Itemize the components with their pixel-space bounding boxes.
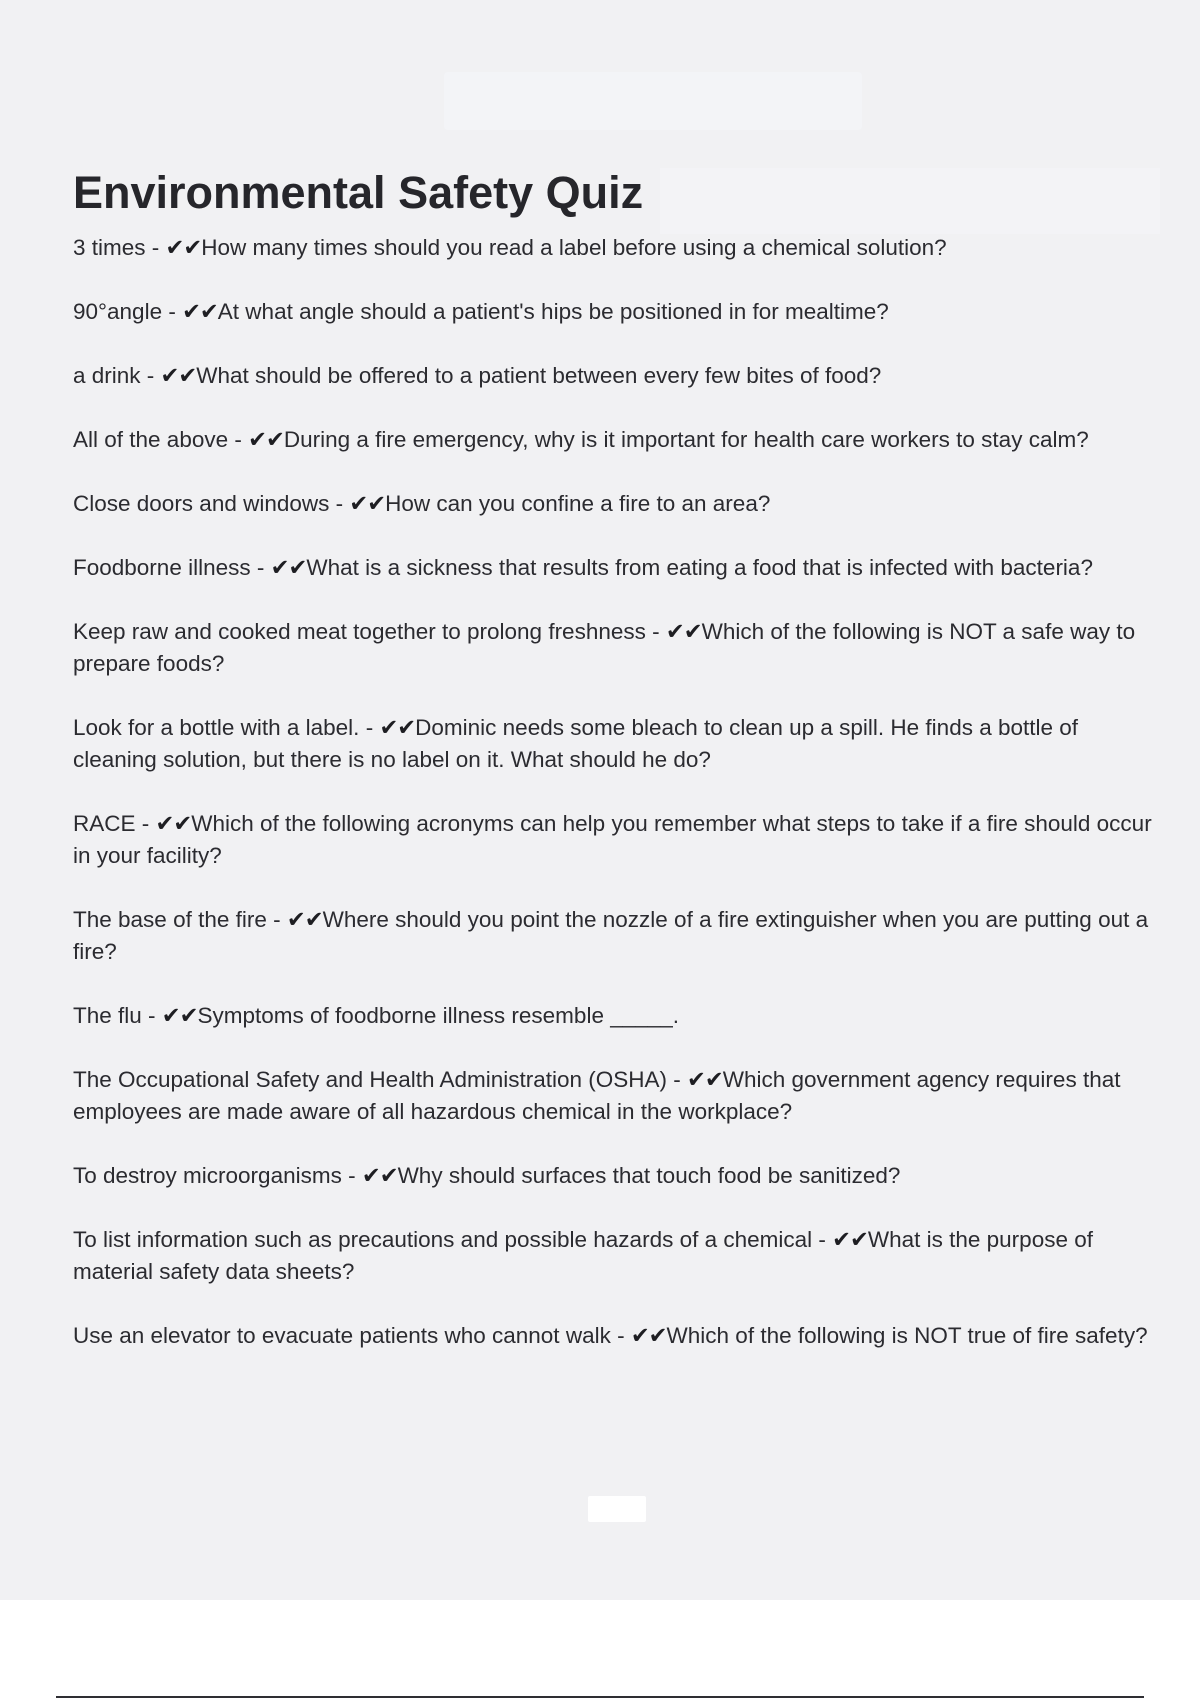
qa-item	[73, 424, 1163, 456]
answer-text: Close doors and windows	[73, 491, 330, 516]
separator: -	[250, 555, 271, 580]
double-check-icon: ✔✔	[270, 555, 307, 580]
question-text: What is the purpose of material safety data sheets?	[73, 1227, 1093, 1284]
qa-item	[73, 808, 1163, 872]
double-check-icon: ✔✔	[687, 1067, 723, 1092]
separator: -	[812, 1227, 833, 1252]
double-check-icon: ✔✔	[832, 1227, 868, 1252]
separator: -	[145, 235, 166, 260]
answer-text: All of the above	[73, 427, 229, 452]
double-check-icon: ✔✔	[361, 1163, 398, 1188]
double-check-icon: ✔✔	[349, 491, 386, 516]
answer-text: The flu	[73, 1003, 142, 1028]
answer-text: Look for a bottle with a label.	[73, 715, 360, 740]
double-check-icon: ✔✔	[665, 619, 702, 644]
question-text: Why should surfaces that touch food be sanitized?	[397, 1163, 901, 1188]
separator: -	[135, 811, 156, 836]
question-text: Dominic needs some bleach to clean up a spill. He finds a bottle of cleaning solution, but there is no label on it. What should he do?	[73, 715, 1079, 772]
question-text: Where should you point the nozzle of a fire extinguisher when you are putting out a fire?	[73, 907, 1149, 964]
qa-list	[73, 232, 1163, 1352]
question-text: Which of the following is NOT true of fire safety?	[666, 1323, 1148, 1348]
document-content	[73, 160, 1163, 1384]
footer-divider	[56, 1696, 1144, 1698]
question-text: During a fire emergency, why is it important for health care workers to stay calm?	[283, 427, 1089, 452]
qa-item	[73, 232, 1163, 264]
double-check-icon: ✔✔	[630, 1323, 667, 1348]
answer-text: RACE	[73, 811, 136, 836]
qa-item	[73, 1000, 1163, 1032]
double-check-icon: ✔✔	[286, 907, 323, 932]
double-check-icon: ✔✔	[165, 235, 202, 260]
answer-text: The base of the fire	[73, 907, 267, 932]
redacted-header-box	[444, 72, 862, 130]
qa-item	[73, 360, 1163, 392]
question-text: Which of the following is NOT a safe way to prepare foods?	[73, 619, 1136, 676]
question-text: How can you confine a fire to an area?	[385, 491, 771, 516]
separator: -	[141, 1003, 162, 1028]
double-check-icon: ✔✔	[248, 427, 284, 452]
answer-text: a drink	[73, 363, 141, 388]
page-title: Environmental Safety Quiz	[73, 167, 644, 218]
question-text: How many times should you read a label before using a chemical solution?	[201, 235, 947, 260]
separator: -	[140, 363, 161, 388]
page-number-box	[588, 1496, 646, 1522]
qa-item	[73, 296, 1163, 328]
double-check-icon: ✔✔	[182, 299, 218, 324]
answer-text: To destroy microorganisms	[73, 1163, 342, 1188]
answer-text: Foodborne illness	[73, 555, 251, 580]
qa-item	[73, 904, 1163, 968]
separator: -	[329, 491, 350, 516]
separator: -	[610, 1323, 631, 1348]
question-text: Symptoms of foodborne illness resemble _____.	[197, 1003, 680, 1028]
answer-text: The Occupational Safety and Health Administration (OSHA)	[73, 1067, 668, 1092]
double-check-icon: ✔✔	[155, 811, 192, 836]
qa-item	[73, 1160, 1163, 1192]
separator: -	[341, 1163, 362, 1188]
double-check-icon: ✔✔	[160, 363, 197, 388]
answer-text: Keep raw and cooked meat together to prolong freshness	[73, 619, 646, 644]
answer-text: Use an elevator to evacuate patients who cannot walk	[73, 1323, 611, 1348]
qa-item	[73, 712, 1163, 776]
separator: -	[645, 619, 666, 644]
separator: -	[228, 427, 249, 452]
qa-item	[73, 1064, 1163, 1128]
qa-item	[73, 552, 1163, 584]
answer-text: To list information such as precautions and possible hazards of a chemical	[73, 1227, 813, 1252]
qa-item	[73, 616, 1163, 680]
qa-item	[73, 1224, 1163, 1288]
question-text: At what angle should a patient's hips be positioned in for mealtime?	[217, 299, 889, 324]
separator: -	[266, 907, 287, 932]
qa-item	[73, 1320, 1163, 1352]
question-text: What should be offered to a patient between every few bites of food?	[196, 363, 882, 388]
question-text: What is a sickness that results from eating a food that is infected with bacteria?	[306, 555, 1093, 580]
double-check-icon: ✔✔	[379, 715, 416, 740]
separator: -	[162, 299, 183, 324]
answer-text: 3 times	[73, 235, 146, 260]
question-text: Which of the following acronyms can help you remember what steps to take if a fire should occur in your facility?	[73, 811, 1152, 868]
separator: -	[667, 1067, 688, 1092]
separator: -	[359, 715, 380, 740]
answer-text: 90°angle	[73, 299, 163, 324]
double-check-icon: ✔✔	[161, 1003, 198, 1028]
qa-item	[73, 488, 1163, 520]
question-text: Which government agency requires that employees are made aware of all hazardous chemical in the workplace?	[73, 1067, 1121, 1124]
